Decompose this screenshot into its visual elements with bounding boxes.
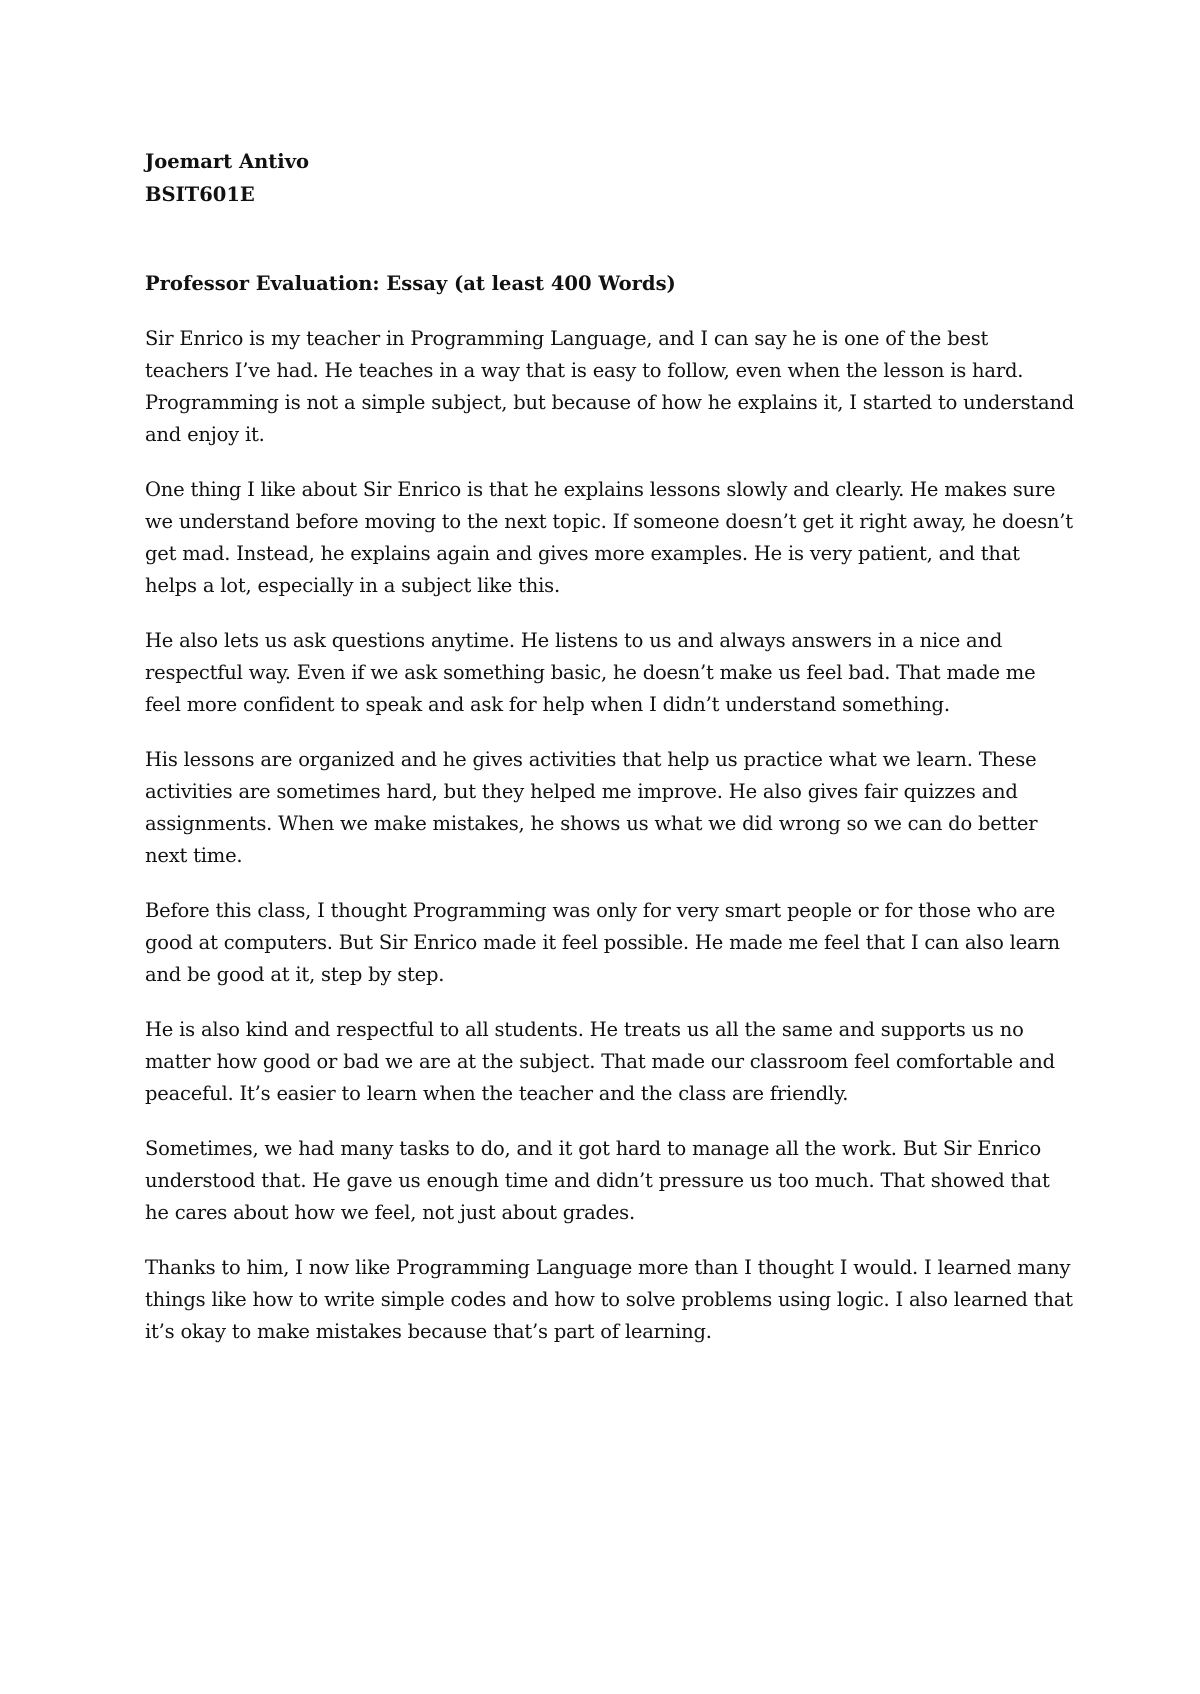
- essay-paragraph-2: One thing I like about Sir Enrico is that he explains lessons slowly and clearly. He makes sure we understand before moving to the next topic. If someone doesn’t get it right away, he doesn’t get mad. Instead, he explains again and gives more examples. He is very patient, and that helps a lot, especially in a subject like this.: [145, 478, 1073, 597]
- essay-title: Professor Evaluation: Essay (at least 400 Words): [145, 272, 676, 295]
- essay-paragraph-5: Before this class, I thought Programming was only for very smart people or for those who are good at computers. But Sir Enrico made it feel possible. He made me feel that I can also learn and be good at it, step by step.: [145, 899, 1060, 986]
- document-body: [145, 145, 1075, 1371]
- essay-paragraph-4: His lessons are organized and he gives activities that help us practice what we learn. These activities are sometimes hard, but they helped me improve. He also gives fair quizzes and assignments. When we make mistakes, he shows us what we did wrong so we can do better next time.: [145, 748, 1038, 867]
- student-name: Joemart Antivo: [145, 150, 310, 173]
- student-section: BSIT601E: [145, 183, 255, 206]
- essay-paragraph-3: He also lets us ask questions anytime. He listens to us and always answers in a nice and respectful way. Even if we ask something basic, he doesn’t make us feel bad. That made me feel more confident to speak and ask for help when I didn’t understand something.: [145, 629, 1036, 716]
- essay-paragraph-7: Sometimes, we had many tasks to do, and it got hard to manage all the work. But Sir Enrico understood that. He gave us enough time and didn’t pressure us too much. That showed that he cares about how we feel, not just about grades.: [145, 1137, 1050, 1224]
- essay-paragraph-8: Thanks to him, I now like Programming Language more than I thought I would. I learned many things like how to write simple codes and how to solve problems using logic. I also learned that it’s okay to make mistakes because that’s part of learning.: [145, 1256, 1073, 1343]
- essay-paragraph-6: He is also kind and respectful to all students. He treats us all the same and supports us no matter how good or bad we are at the subject. That made our classroom feel comfortable and peaceful. It’s easier to learn when the teacher and the class are friendly.: [145, 1018, 1055, 1105]
- essay-paragraph-1: Sir Enrico is my teacher in Programming Language, and I can say he is one of the best teachers I’ve had. He teaches in a way that is easy to follow, even when the lesson is hard. Programming is not a simple subject, but because of how he explains it, I started to understand and enjoy it.: [145, 327, 1075, 446]
